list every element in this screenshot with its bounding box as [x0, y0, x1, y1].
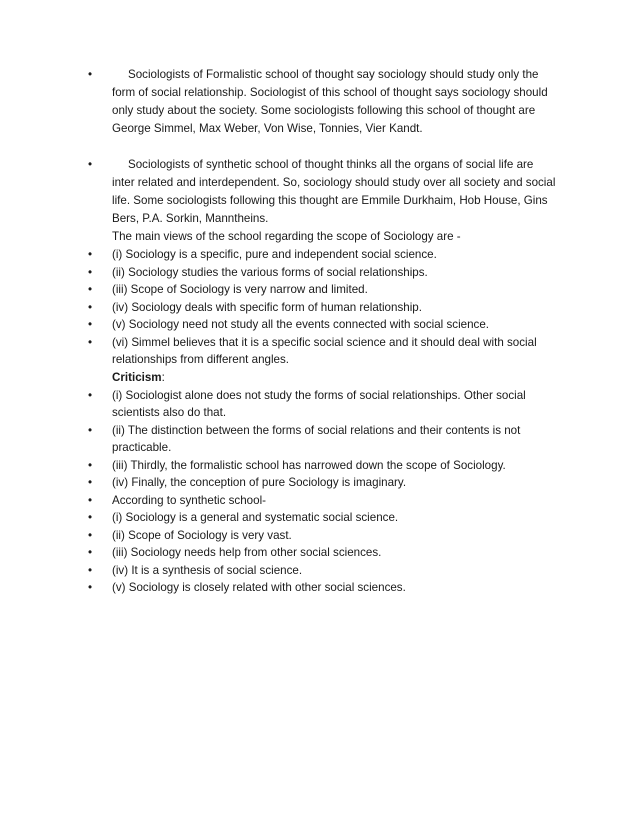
list-item: [88, 281, 558, 299]
bullet: •: [88, 248, 93, 261]
list-item: [88, 387, 558, 422]
bullet: •: [88, 476, 93, 489]
list-item: [88, 264, 558, 282]
list-item-text: (ii) Sociology studies the various forms of social relationships.: [112, 265, 428, 279]
bullet: •: [88, 423, 93, 437]
bullet: •: [88, 563, 93, 577]
list-item-text: (iii) Scope of Sociology is very narrow and limited.: [112, 283, 368, 296]
list-item: [88, 492, 558, 510]
criticism-colon: :: [161, 370, 165, 384]
list-item-text: (vi) Simmel believes that it is a specific social science and it should deal with social relationships from different angles.: [112, 335, 537, 366]
bullet: •: [88, 265, 93, 279]
list-item: [88, 562, 558, 580]
paragraph-text: Sociologists of Formalistic school of thought say sociology should study only the form of social relationship. Sociologist of this school of thought says sociology should only study about the society. Some sociologists following this school of thought are George Simmel, Max Weber, Von Wise, Tonnies, Vier Kandt.: [112, 68, 548, 135]
list-item: [88, 579, 558, 597]
bullet: •: [88, 511, 93, 524]
main-views-intro: The main views of the school regarding the scope of Sociology are -: [112, 230, 461, 243]
list-item-text: (i) Sociology is a general and systematic social science.: [112, 511, 399, 524]
criticism-label: Criticism: [112, 370, 162, 384]
list-item-text: (v) Sociology need not study all the events connected with social science.: [112, 318, 490, 331]
list-item: [88, 474, 558, 492]
document-body: [88, 66, 558, 597]
list-item: [88, 527, 558, 545]
list-item: [88, 299, 558, 317]
bullet: •: [88, 546, 93, 559]
formalistic-paragraph: [88, 66, 558, 138]
list-item: [88, 334, 558, 369]
list-item-text: According to synthetic school-: [112, 493, 267, 507]
bullet: •: [88, 158, 93, 171]
bullet: •: [88, 318, 93, 331]
list-item-text: (iv) It is a synthesis of social science.: [112, 563, 303, 577]
paragraph-text: Sociologists of synthetic school of thought thinks all the organs of social life are inter related and interdependent. So, sociology should study over all society and social life. Some sociologists following this thought are Emmile Durkhaim, Hob House, Gins Bers, P.A. Sorkin, Manntheins.: [112, 158, 556, 225]
bullet: •: [88, 493, 93, 507]
bullet: •: [88, 300, 93, 314]
synthetic-paragraph: [88, 156, 558, 228]
bullet: •: [88, 335, 93, 349]
list-item-text: (iv) Sociology deals with specific form of human relationship.: [112, 300, 422, 314]
list-item-text: (iii) Thirdly, the formalistic school has narrowed down the scope of Sociology.: [112, 458, 506, 472]
list-item-text: (i) Sociology is a specific, pure and independent social science.: [112, 248, 437, 261]
paragraph-gap: [88, 138, 558, 156]
criticism-list: [88, 387, 558, 597]
list-item-text: (ii) The distinction between the forms of social relations and their contents is not practicable.: [112, 423, 521, 454]
list-item: [88, 316, 558, 334]
list-item: [88, 246, 558, 264]
main-views-list: [88, 246, 558, 369]
list-item: [88, 457, 558, 475]
bullet: •: [88, 68, 93, 81]
bullet: •: [88, 458, 93, 472]
list-item-text: (iv) Finally, the conception of pure Sociology is imaginary.: [112, 476, 407, 489]
bullet: •: [88, 581, 93, 594]
list-item: [88, 544, 558, 562]
bullet: •: [88, 388, 93, 402]
list-item-text: (iii) Sociology needs help from other social sciences.: [112, 546, 382, 559]
criticism-heading: [88, 369, 558, 387]
list-item: [88, 422, 558, 457]
list-item-text: (v) Sociology is closely related with other social sciences.: [112, 581, 406, 594]
list-item-text: (i) Sociologist alone does not study the forms of social relationships. Other social scientists also do that.: [112, 388, 526, 419]
bullet: •: [88, 528, 93, 542]
bullet: •: [88, 283, 93, 296]
list-item-text: (ii) Scope of Sociology is very vast.: [112, 528, 292, 542]
list-item: [88, 509, 558, 527]
